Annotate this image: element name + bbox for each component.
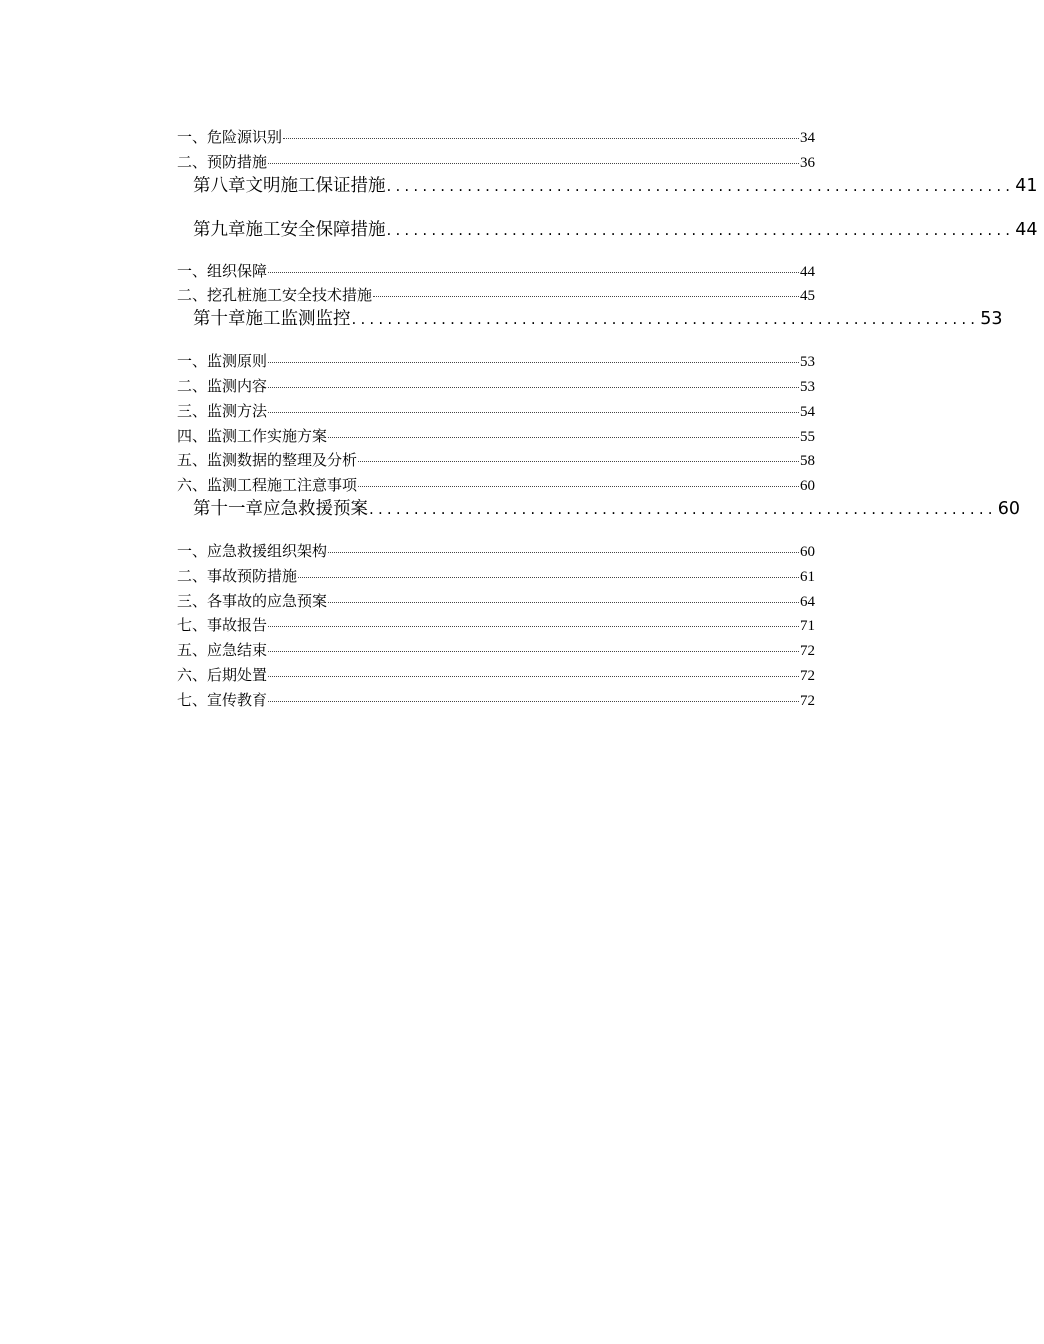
toc-entry[interactable]	[177, 540, 815, 565]
dot-leader	[268, 641, 799, 652]
toc-page-number: 58	[800, 453, 815, 470]
toc-page-number: 44	[1015, 219, 1038, 240]
toc-page-number: 64	[800, 593, 815, 610]
dot-leader	[268, 262, 799, 273]
toc-entry-title: 三、各事故的应急预案	[177, 593, 328, 610]
dot-leader	[268, 616, 799, 627]
toc-entry-title: 二、事故预防措施	[177, 568, 298, 585]
toc-entry[interactable]	[177, 565, 815, 590]
toc-entry[interactable]	[177, 689, 815, 714]
dot-leader: ......................................................................	[386, 220, 1015, 239]
dot-leader	[328, 542, 799, 553]
chapter-title: 应急救援预案	[263, 498, 368, 519]
toc-entry[interactable]	[177, 126, 815, 151]
dot-leader: ......................................................................	[351, 310, 980, 329]
dot-leader	[268, 153, 799, 164]
toc-entry[interactable]	[177, 375, 815, 400]
toc-chapter-entry[interactable]	[177, 173, 1038, 199]
chapter-number: 第八章	[193, 175, 246, 196]
toc-page-number: 53	[800, 378, 815, 395]
toc-entry-title: 四、监测工作实施方案	[177, 428, 328, 445]
chapter-title: 施工监测监控	[245, 309, 351, 330]
toc-page-number: 71	[800, 618, 815, 635]
dot-leader	[298, 567, 799, 578]
toc-entry-title: 二、挖孔桩施工安全技术措施	[177, 288, 373, 305]
toc-entry-title: 五、监测数据的整理及分析	[177, 453, 358, 470]
toc-entry-title: 七、事故报告	[177, 618, 268, 635]
chapter-number: 第十一章	[193, 498, 263, 519]
toc-page-number: 53	[800, 354, 815, 371]
toc-chapter-entry[interactable]	[177, 496, 1021, 522]
toc-page-number: 55	[800, 428, 815, 445]
toc-entry-title: 一、应急救援组织架构	[177, 543, 328, 560]
toc-entry[interactable]	[177, 639, 815, 664]
toc-page-number: 60	[800, 543, 815, 560]
toc-entry-title: 七、宣传教育	[177, 692, 268, 709]
toc-entry-title: 五、应急结束	[177, 643, 268, 660]
toc-chapter-entry[interactable]	[177, 217, 1038, 243]
toc-page-number: 34	[800, 130, 815, 146]
toc-entry[interactable]	[177, 350, 815, 375]
toc-entry[interactable]	[177, 260, 815, 285]
chapter-number: 第九章	[193, 219, 246, 240]
toc-page-number: 36	[800, 154, 815, 171]
dot-leader	[283, 128, 799, 139]
toc-page-number: 72	[800, 667, 815, 684]
dot-leader	[268, 666, 799, 677]
toc-entry[interactable]	[177, 449, 815, 474]
chapter-title: 施工安全保障措施	[245, 219, 386, 240]
dot-leader	[358, 476, 799, 487]
toc-page-number: 60	[997, 498, 1021, 519]
dot-leader	[358, 451, 799, 462]
toc-entry-title: 二、预防措施	[177, 154, 268, 171]
toc-entry-title: 三、监测方法	[177, 403, 268, 420]
toc-entry[interactable]	[177, 425, 815, 450]
dot-leader	[268, 377, 799, 388]
toc-entry-title: 六、后期处置	[177, 667, 268, 684]
chapter-title: 文明施工保证措施	[245, 175, 386, 196]
toc-entry-title: 六、监测工程施工注意事项	[177, 478, 358, 495]
toc-entry-title: 一、危险源识别	[177, 130, 283, 146]
dot-leader	[268, 691, 799, 702]
toc-chapter-entry[interactable]	[177, 306, 1003, 332]
toc-entry-title: 一、监测原则	[177, 354, 268, 371]
toc-page-number: 72	[800, 643, 815, 660]
chapter-number: 第十章	[193, 309, 246, 330]
dot-leader: ......................................................................	[369, 499, 997, 518]
toc-page-number: 41	[1015, 175, 1038, 196]
dot-leader	[328, 427, 799, 438]
dot-leader	[373, 286, 799, 297]
toc-entry[interactable]	[177, 664, 815, 689]
toc-entry-title: 一、组织保障	[177, 263, 268, 280]
toc-page-number: 72	[800, 692, 815, 709]
toc-page-number: 53	[980, 309, 1003, 330]
toc-page-number: 61	[800, 568, 815, 585]
dot-leader: ......................................................................	[386, 176, 1015, 195]
toc-page-number: 45	[800, 288, 815, 305]
toc-page-number: 44	[800, 263, 815, 280]
dot-leader	[328, 592, 799, 603]
dot-leader	[268, 352, 799, 363]
toc-entry[interactable]	[177, 614, 815, 639]
toc-entry[interactable]	[177, 590, 815, 615]
toc-page-number: 60	[800, 478, 815, 495]
toc-entry[interactable]	[177, 400, 815, 425]
table-of-contents	[177, 126, 1038, 714]
toc-page-number: 54	[800, 403, 815, 420]
dot-leader	[268, 402, 799, 413]
toc-entry-title: 二、监测内容	[177, 378, 268, 395]
